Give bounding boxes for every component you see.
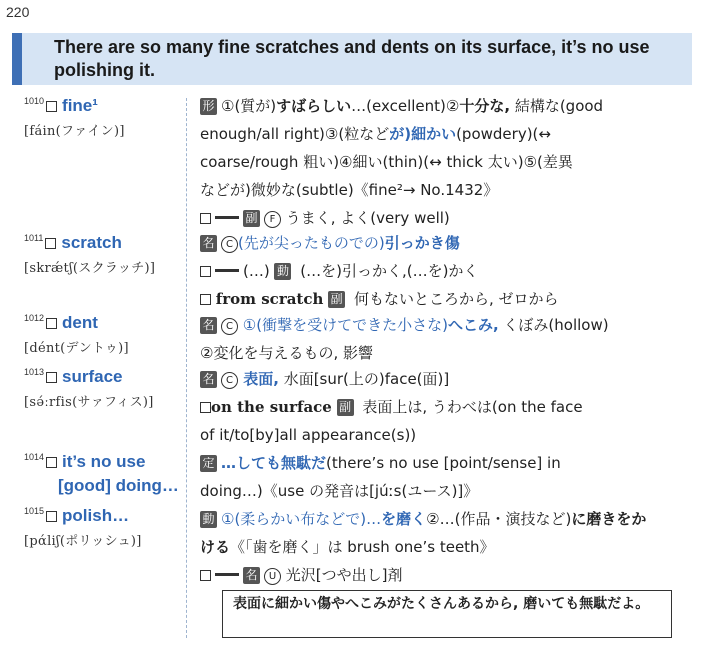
headword: fine¹ — [62, 96, 98, 115]
headword: dent — [62, 313, 98, 332]
headword: it’s no use — [62, 452, 146, 471]
definition-fine: 形 ①(質が)すばらしい…(excellent)②十分な, 結構な(good enough/all right)③(粒などが)細かい(powdery)(↔ coarse/rough 粗い)④細い(thin)(↔ thick 太い)⑤(差異 などが)微妙な(subtle)《fine²→ No.1432》 副 F うまく, よく(very well) — [200, 97, 604, 227]
usage-marker: U — [264, 568, 281, 585]
headword-dash — [215, 573, 239, 576]
pronunciation: [skrǽtʃ(スクラッチ)] — [24, 261, 156, 276]
headword: scratch — [61, 233, 122, 252]
checkbox-icon — [46, 318, 57, 329]
pos-badge: 副 — [243, 210, 260, 227]
entry-number: 1015 — [24, 506, 45, 516]
example-sentence-banner — [12, 33, 692, 85]
pos-badge: 定 — [200, 455, 217, 472]
definition-surface: 名 C 表面, 水面[sur(上の)face(面)] on the surface 副 表面上は, うわべは(on the face of it/to[by]all appearance(s)) — [200, 370, 583, 444]
headword: polish… — [62, 506, 130, 525]
checkbox-icon — [46, 101, 57, 112]
pronunciation: [pάliʃ(ポリッシュ)] — [24, 534, 142, 549]
translation-text: 表面に細かい傷やへこみがたくさんあるから, 磨いても無駄だよ。 — [233, 596, 650, 612]
pos-badge: 副 — [337, 399, 354, 416]
checkbox-icon — [46, 372, 57, 383]
pos-badge: 名 — [243, 567, 260, 584]
entry-number: 1014 — [24, 452, 45, 462]
pronunciation: [fáin(ファイン)] — [24, 124, 125, 139]
entry-surface — [24, 367, 194, 410]
headword-dash — [215, 269, 239, 272]
pronunciation: [sə́ːrfis(サァフィス)] — [24, 395, 154, 410]
entry-dent — [24, 313, 194, 356]
usage-marker: C — [221, 236, 238, 253]
entry-scratch — [24, 233, 194, 276]
checkbox-icon — [200, 402, 211, 413]
pos-badge: 副 — [328, 291, 345, 308]
definition-dent: 名 C ①(衝撃を受けてできた小さな)へこみ, くぼみ(hollow) ②変化を与えるもの, 影響 — [200, 316, 609, 362]
pos-badge: 名 — [200, 317, 217, 334]
definition-its-no-use: 定 …しても無駄だ(there’s no use [point/sense] in doing…)《use の発音は[júːs(ユース)]》 — [200, 454, 561, 500]
entry-number: 1012 — [24, 313, 45, 323]
entry-polish — [24, 506, 194, 549]
pronunciation: [dént(デントゥ)] — [24, 341, 129, 356]
pos-badge: 名 — [200, 371, 217, 388]
page-number: 220 — [6, 4, 30, 20]
checkbox-icon — [46, 511, 57, 522]
usage-marker: C — [221, 318, 238, 335]
checkbox-icon — [200, 570, 211, 581]
definition-polish: 動 ①(柔らかい布などで)…を磨く②…(作品・演技など)に磨きをか ける《「歯を磨く」は brush one’s teeth》 名 U 光沢[つや出し]剤 — [200, 510, 647, 584]
usage-marker: C — [221, 372, 238, 389]
pos-badge: 名 — [200, 235, 217, 252]
entry-fine — [24, 96, 194, 139]
checkbox-icon — [200, 213, 211, 224]
checkbox-icon — [200, 266, 211, 277]
entry-its-no-use — [24, 452, 194, 496]
pos-badge: 動 — [200, 511, 217, 528]
checkbox-icon — [45, 238, 56, 249]
checkbox-icon — [46, 457, 57, 468]
definition-scratch: 名 C (先が尖ったものでの)引っかき傷 (…) 動 (…を)引っかく,(…を)かく from scratch 副 何もないところから, ゼロから — [200, 229, 660, 313]
pos-badge: 動 — [274, 263, 291, 280]
entry-number: 1011 — [24, 233, 44, 243]
entry-number: 1010 — [24, 96, 45, 106]
translation-box — [222, 590, 672, 638]
headword-continuation: [good] doing… — [58, 476, 179, 495]
usage-marker: F — [264, 211, 281, 228]
pos-badge: 形 — [200, 98, 217, 115]
headword-dash — [215, 216, 239, 219]
entry-number: 1013 — [24, 367, 45, 377]
checkbox-icon — [200, 294, 211, 305]
example-sentence: There are so many fine scratches and dents on its surface, it’s no use polishing it. — [54, 37, 650, 80]
headword: surface — [62, 367, 123, 386]
